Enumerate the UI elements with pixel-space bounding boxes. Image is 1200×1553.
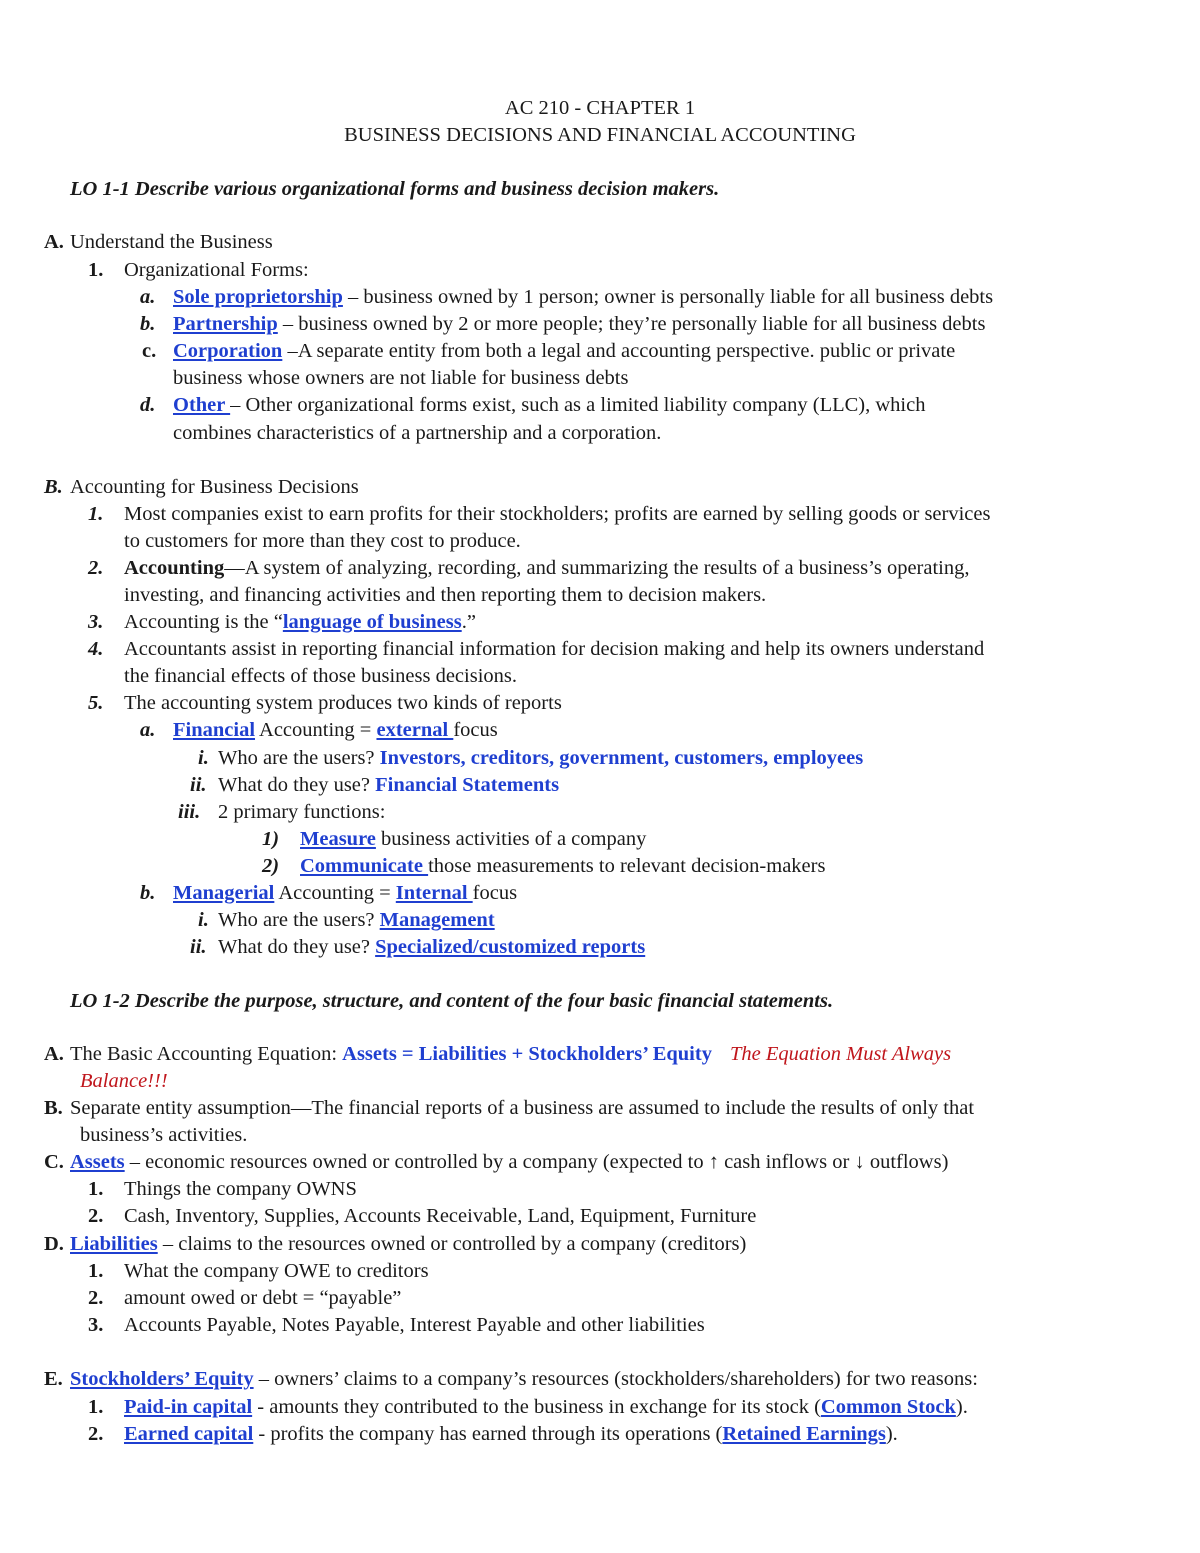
section-d-marker: D. [44, 1233, 64, 1255]
list-item: The accounting system produces two kinds of reports [124, 692, 562, 714]
term-link[interactable]: language of business [282, 611, 462, 633]
list-marker: ii. [190, 774, 207, 796]
term-link[interactable]: Measure [300, 828, 376, 850]
financial-accounting-item: Financial Accounting = external focus [173, 719, 498, 741]
list-item: Who are the users? Investors, creditors, government, customers, employees [218, 747, 864, 769]
term-link[interactable]: external [376, 719, 454, 741]
chapter-title: BUSINESS DECISIONS AND FINANCIAL ACCOUNTING [344, 124, 856, 146]
term-link[interactable]: Management [379, 909, 495, 931]
list-item: Organizational Forms: [124, 259, 309, 281]
term-link[interactable]: Paid-in capital [124, 1396, 253, 1418]
other-item: Other – Other organizational forms exist, such as a limited liability company (LLC), which [173, 394, 926, 416]
list-item: Things the company OWNS [124, 1178, 357, 1200]
list-marker: i. [198, 747, 209, 769]
term-link[interactable]: Earned capital [124, 1423, 254, 1445]
term-link[interactable]: Assets [70, 1151, 125, 1173]
accounting-equation: The Basic Accounting Equation: Assets = Liabilities + Stockholders’ Equity The Equation Must Always [70, 1043, 952, 1065]
term-link[interactable]: Sole proprietorship [173, 286, 343, 308]
list-item: What do they use? Specialized/customized reports [218, 936, 646, 958]
lo1-heading: LO 1-1 Describe various organizational forms and business decision makers. [70, 178, 720, 200]
lo2-heading: LO 1-2 Describe the purpose, structure, and content of the four basic financial statements. [70, 990, 834, 1012]
managerial-accounting-item: Managerial Accounting = Internal focus [173, 882, 518, 904]
section-a-marker: A. [44, 1043, 64, 1065]
list-item: Measure business activities of a company [300, 828, 647, 850]
list-item: Paid-in capital - amounts they contributed to the business in exchange for its stock (Common Stock). [124, 1396, 968, 1418]
term-link[interactable]: Stockholders’ Equity [70, 1368, 254, 1390]
list-item: Accounting is the “language of business.” [124, 611, 476, 633]
term-link[interactable]: Common Stock [820, 1396, 956, 1418]
term-link[interactable]: Specialized/customized reports [375, 936, 646, 958]
term-link[interactable]: Communicate [300, 855, 429, 877]
term-link[interactable]: Internal [395, 882, 473, 904]
term-link[interactable]: Managerial [173, 882, 275, 904]
list-marker: a. [140, 719, 156, 741]
list-marker: 3. [88, 611, 104, 633]
equity-definition: Stockholders’ Equity – owners’ claims to a company’s resources (stockholders/shareholders) for two reasons: [70, 1368, 978, 1390]
list-item: What do they use? Financial Statements [218, 774, 560, 796]
list-marker: 1. [88, 503, 104, 525]
section-a-marker: A. [44, 231, 64, 253]
list-marker: c. [142, 340, 157, 362]
list-marker: 2. [88, 1205, 104, 1227]
partnership-item: Partnership – business owned by 2 or more people; they’re personally liable for all business debts [173, 313, 986, 335]
list-marker: b. [140, 313, 156, 335]
sole-proprietorship-item: Sole proprietorship – business owned by 1 person; owner is personally liable for all business debts [173, 286, 994, 308]
list-item-cont: investing, and financing activities and then reporting them to decision makers. [124, 584, 767, 606]
list-marker: b. [140, 882, 156, 904]
section-b-marker: B. [44, 476, 63, 498]
list-item-cont: to customers for more than they cost to produce. [124, 530, 521, 552]
separate-entity-cont: business’s activities. [80, 1124, 248, 1146]
list-item: Earned capital - profits the company has earned through its operations (Retained Earnings). [124, 1423, 898, 1445]
list-marker: 2. [88, 1287, 104, 1309]
equation: Assets = Liabilities + Stockholders’ Equity [342, 1043, 712, 1065]
list-marker: 1. [88, 259, 104, 281]
list-item: Who are the users? Management [218, 909, 495, 931]
section-b-title: Accounting for Business Decisions [70, 476, 359, 498]
other-item-cont: combines characteristics of a partnership and a corporation. [173, 422, 662, 444]
list-marker: 1. [88, 1178, 104, 1200]
separate-entity: Separate entity assumption—The financial reports of a business are assumed to include the results of only that [70, 1097, 975, 1119]
list-item: Accounts Payable, Notes Payable, Interest Payable and other liabilities [124, 1314, 705, 1336]
equation-note-cont: Balance!!! [80, 1070, 168, 1092]
corporation-item-cont: business whose owners are not liable for business debts [173, 367, 629, 389]
list-marker: d. [140, 394, 156, 416]
list-item: 2 primary functions: [218, 801, 386, 823]
list-marker: ii. [190, 936, 207, 958]
list-marker: 2. [88, 1423, 104, 1445]
list-item: Most companies exist to earn profits for their stockholders; profits are earned by selling goods or services [124, 503, 991, 525]
list-item: Communicate those measurements to relevant decision-makers [300, 855, 826, 877]
list-marker: 1. [88, 1260, 104, 1282]
list-marker: 4. [88, 638, 104, 660]
term-link[interactable]: Partnership [173, 313, 278, 335]
list-item: amount owed or debt = “payable” [124, 1287, 402, 1309]
list-marker: 1) [262, 828, 280, 850]
list-marker: i. [198, 909, 209, 931]
section-a-title: Understand the Business [70, 231, 273, 253]
list-marker: 3. [88, 1314, 104, 1336]
list-marker: a. [140, 286, 156, 308]
course-title: AC 210 - CHAPTER 1 [504, 97, 696, 119]
term-link[interactable]: Corporation [173, 340, 283, 362]
corporation-item: Corporation –A separate entity from both a legal and accounting perspective. public or private [173, 340, 956, 362]
list-marker: 2) [262, 855, 280, 877]
term-link[interactable]: Financial [173, 719, 256, 741]
assets-definition: Assets – economic resources owned or controlled by a company (expected to ↑ cash inflows or ↓ outflows) [70, 1151, 949, 1173]
list-item-cont: the financial effects of those business decisions. [124, 665, 518, 687]
section-e-marker: E. [44, 1368, 63, 1390]
list-item: Cash, Inventory, Supplies, Accounts Receivable, Land, Equipment, Furniture [124, 1205, 757, 1227]
list-marker: iii. [178, 801, 201, 823]
section-c-marker: C. [44, 1151, 64, 1173]
list-marker: 1. [88, 1396, 104, 1418]
list-marker: 5. [88, 692, 104, 714]
term-link[interactable]: Other [173, 394, 231, 416]
list-item: What the company OWE to creditors [124, 1260, 429, 1282]
list-item: Accountants assist in reporting financial information for decision making and help its owners understand [124, 638, 985, 660]
term-link[interactable]: Retained Earnings [722, 1423, 886, 1445]
accounting-definition: Accounting—A system of analyzing, recording, and summarizing the results of a business’s operating, [124, 557, 970, 579]
section-b-marker: B. [44, 1097, 63, 1119]
list-marker: 2. [88, 557, 104, 579]
liabilities-definition: Liabilities – claims to the resources owned or controlled by a company (creditors) [70, 1233, 747, 1255]
term-link[interactable]: Liabilities [70, 1233, 158, 1255]
